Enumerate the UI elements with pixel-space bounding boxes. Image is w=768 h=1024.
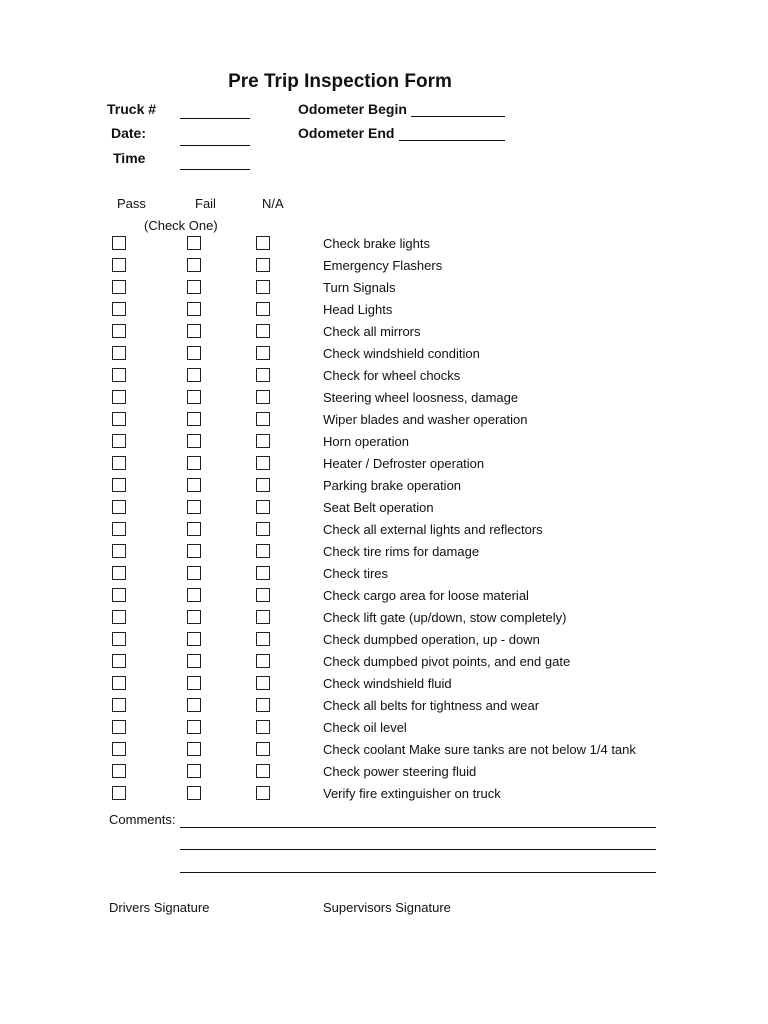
pass-checkbox[interactable] — [112, 280, 126, 294]
inspection-item: Check tires — [323, 566, 389, 581]
comments-label: Comments: — [109, 812, 176, 827]
pass-checkbox[interactable] — [112, 654, 126, 668]
time-label: Time — [113, 150, 146, 166]
fail-checkbox[interactable] — [187, 456, 201, 470]
fail-checkbox[interactable] — [187, 280, 201, 294]
na-checkbox[interactable] — [256, 698, 270, 712]
inspection-item: Heater / Defroster operation — [323, 456, 485, 471]
pass-checkbox[interactable] — [112, 390, 126, 404]
fail-checkbox[interactable] — [187, 346, 201, 360]
pass-checkbox[interactable] — [112, 522, 126, 536]
pass-checkbox[interactable] — [112, 544, 126, 558]
fail-checkbox[interactable] — [187, 500, 201, 514]
inspection-item: Check windshield condition — [323, 346, 480, 361]
pass-checkbox[interactable] — [112, 588, 126, 602]
fail-checkbox[interactable] — [187, 522, 201, 536]
na-checkbox[interactable] — [256, 478, 270, 492]
na-checkbox[interactable] — [256, 654, 270, 668]
inspection-item: Check dumpbed pivot points, and end gate — [323, 654, 571, 669]
fail-checkbox[interactable] — [187, 610, 201, 624]
fail-checkbox[interactable] — [187, 412, 201, 426]
inspection-item: Horn operation — [323, 434, 409, 449]
time-field[interactable] — [180, 169, 250, 170]
inspection-item: Check coolant Make sure tanks are not below 1/4 tank — [323, 742, 636, 757]
pass-checkbox[interactable] — [112, 566, 126, 580]
fail-checkbox[interactable] — [187, 786, 201, 800]
na-checkbox[interactable] — [256, 302, 270, 316]
na-checkbox[interactable] — [256, 632, 270, 646]
na-checkbox[interactable] — [256, 280, 270, 294]
comments-line-1[interactable] — [180, 827, 656, 828]
fail-checkbox[interactable] — [187, 654, 201, 668]
pass-checkbox[interactable] — [112, 610, 126, 624]
pass-checkbox[interactable] — [112, 258, 126, 272]
na-checkbox[interactable] — [256, 346, 270, 360]
inspection-item: Check power steering fluid — [323, 764, 477, 779]
na-column-header: N/A — [262, 196, 284, 211]
truck-label: Truck # — [107, 101, 157, 117]
fail-checkbox[interactable] — [187, 390, 201, 404]
na-checkbox[interactable] — [256, 610, 270, 624]
date-field[interactable] — [180, 145, 250, 146]
pass-checkbox[interactable] — [112, 742, 126, 756]
inspection-item: Check cargo area for loose material — [323, 588, 529, 603]
pass-checkbox[interactable] — [112, 456, 126, 470]
odometer-end-label: Odometer End — [298, 125, 395, 141]
pass-checkbox[interactable] — [112, 500, 126, 514]
na-checkbox[interactable] — [256, 434, 270, 448]
inspection-item: Check brake lights — [323, 236, 430, 251]
truck-number-field[interactable] — [180, 118, 250, 119]
inspection-item: Check all belts for tightness and wear — [323, 698, 540, 713]
na-checkbox[interactable] — [256, 236, 270, 250]
na-checkbox[interactable] — [256, 720, 270, 734]
pass-checkbox[interactable] — [112, 324, 126, 338]
pass-checkbox[interactable] — [112, 764, 126, 778]
inspection-item: Check all external lights and reflectors — [323, 522, 543, 537]
na-checkbox[interactable] — [256, 764, 270, 778]
fail-checkbox[interactable] — [187, 478, 201, 492]
fail-checkbox[interactable] — [187, 742, 201, 756]
fail-checkbox[interactable] — [187, 302, 201, 316]
odometer-begin-label: Odometer Begin — [298, 101, 407, 117]
na-checkbox[interactable] — [256, 742, 270, 756]
inspection-item: Check all mirrors — [323, 324, 421, 339]
fail-column-header: Fail — [195, 196, 216, 211]
form-title: Pre Trip Inspection Form — [228, 71, 452, 92]
fail-checkbox[interactable] — [187, 676, 201, 690]
pass-checkbox[interactable] — [112, 346, 126, 360]
inspection-item: Check tire rims for damage — [323, 544, 480, 559]
fail-checkbox[interactable] — [187, 258, 201, 272]
inspection-item: Verify fire extinguisher on truck — [323, 786, 501, 801]
fail-checkbox[interactable] — [187, 368, 201, 382]
date-label: Date: — [111, 125, 147, 141]
pass-checkbox[interactable] — [112, 676, 126, 690]
inspection-item: Check for wheel chocks — [323, 368, 461, 383]
fail-checkbox[interactable] — [187, 544, 201, 558]
odometer-begin-field[interactable] — [411, 116, 505, 117]
inspection-item: Check dumpbed operation, up - down — [323, 632, 540, 647]
inspection-item: Emergency Flashers — [323, 258, 443, 273]
pass-checkbox[interactable] — [112, 632, 126, 646]
pass-checkbox[interactable] — [112, 698, 126, 712]
inspection-item: Head Lights — [323, 302, 393, 317]
fail-checkbox[interactable] — [187, 588, 201, 602]
inspection-item: Parking brake operation — [323, 478, 462, 493]
inspection-item: Check lift gate (up/down, stow completely) — [323, 610, 567, 625]
na-checkbox[interactable] — [256, 456, 270, 470]
inspection-item: Steering wheel loosness, damage — [323, 390, 519, 405]
drivers-signature-label: Drivers Signature — [109, 900, 210, 915]
na-checkbox[interactable] — [256, 500, 270, 514]
fail-checkbox[interactable] — [187, 434, 201, 448]
na-checkbox[interactable] — [256, 676, 270, 690]
fail-checkbox[interactable] — [187, 236, 201, 250]
pass-checkbox[interactable] — [112, 368, 126, 382]
pass-checkbox[interactable] — [112, 478, 126, 492]
pass-checkbox[interactable] — [112, 302, 126, 316]
na-checkbox[interactable] — [256, 390, 270, 404]
inspection-item: Seat Belt operation — [323, 500, 434, 515]
pass-column-header: Pass — [117, 196, 146, 211]
na-checkbox[interactable] — [256, 522, 270, 536]
comments-line-2[interactable] — [180, 849, 656, 850]
na-checkbox[interactable] — [256, 588, 270, 602]
na-checkbox[interactable] — [256, 258, 270, 272]
na-checkbox[interactable] — [256, 324, 270, 338]
pass-checkbox[interactable] — [112, 236, 126, 250]
fail-checkbox[interactable] — [187, 324, 201, 338]
fail-checkbox[interactable] — [187, 566, 201, 580]
fail-checkbox[interactable] — [187, 764, 201, 778]
inspection-item: Check oil level — [323, 720, 407, 735]
pass-checkbox[interactable] — [112, 412, 126, 426]
pass-checkbox[interactable] — [112, 786, 126, 800]
inspection-item: Turn Signals — [323, 280, 396, 295]
fail-checkbox[interactable] — [187, 698, 201, 712]
na-checkbox[interactable] — [256, 786, 270, 800]
inspection-item: Wiper blades and washer operation — [323, 412, 528, 427]
na-checkbox[interactable] — [256, 544, 270, 558]
pass-checkbox[interactable] — [112, 434, 126, 448]
fail-checkbox[interactable] — [187, 720, 201, 734]
na-checkbox[interactable] — [256, 566, 270, 580]
fail-checkbox[interactable] — [187, 632, 201, 646]
supervisors-signature-label: Supervisors Signature — [323, 900, 451, 915]
pass-checkbox[interactable] — [112, 720, 126, 734]
na-checkbox[interactable] — [256, 368, 270, 382]
odometer-end-field[interactable] — [399, 140, 505, 141]
comments-line-3[interactable] — [180, 872, 656, 873]
na-checkbox[interactable] — [256, 412, 270, 426]
inspection-item: Check windshield fluid — [323, 676, 452, 691]
check-one-note: (Check One) — [144, 218, 218, 233]
